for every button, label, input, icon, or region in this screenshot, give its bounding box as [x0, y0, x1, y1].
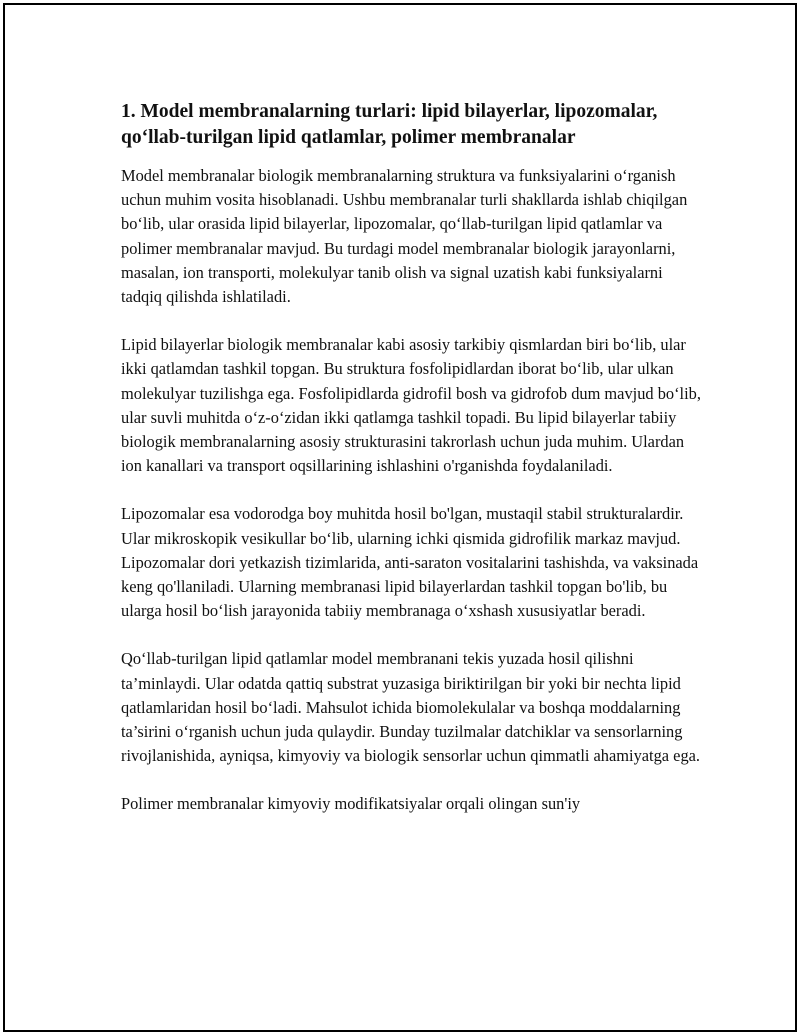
paragraph-intro: Model membranalar biologik membranalarning struktura va funksiyalarini o‘rganish uchun muhim vosita hisoblanadi. Ushbu membranalar turli shakllarda ishlab chiqilgan bo‘lib, ular orasida lipid bilayerlar, lipozomalar, qo‘llab-turilgan lipid qatlamlar va polimer membranalar mavjud. Bu turdagi model membranalar biologik jarayonlarni, masalan, ion transporti, molekulyar tanib olish va signal uzatish kabi funksiyalarni tadqiq qilishda ishlatiladi. — [121, 166, 688, 307]
section-heading: 1. Model membranalarning turlari: lipid bilayerlar, lipozomalar, qo‘llab-turilgan lipid qatlamlar, polimer membranalar — [121, 101, 658, 148]
paragraph-liposomes: Lipozomalar esa vodorodga boy muhitda hosil bo'lgan, mustaqil stabil strukturalardir. Ular mikroskopik vesikullar bo‘lib, ularning ichki qismida gidrofilik markaz mavjud. Lipozomalar dori yetkazish tizimlarida, anti-saraton vositalarini tashishda, va vaksinada keng qo'llaniladi. Ularning membranasi lipid bilayerlardan tashkil topgan bo'lib, bu ularga hosil bo‘lish jarayonida tabiiy membranaga o‘xshash xususiyatlar beradi. — [121, 504, 699, 621]
page-frame — [3, 3, 797, 1032]
paragraph-supported-lipid-layers: Qo‘llab-turilgan lipid qatlamlar model membranani tekis yuzada hosil qilishni ta’minlaydi. Ular odatda qattiq substrat yuzasiga biriktirilgan bir yoki bir nechta lipid qatlamlaridan hosil bo‘ladi. Mahsulot ichida biomolekulalar va boshqa moddalarning ta’sirini o‘rganish uchun juda qulaydir. Bunday tuzilmalar datchiklar va sensorlarning rivojlanishida, ayniqsa, kimyoviy va biologik sensorlar uchun qimmatli ahamiyatga ega. — [121, 649, 701, 766]
document-body — [121, 99, 701, 841]
paragraph-polymer-membranes: Polimer membranalar kimyoviy modifikatsiyalar orqali olingan sun'iy — [121, 794, 581, 814]
paragraph-lipid-bilayers: Lipid bilayerlar biologik membranalar kabi asosiy tarkibiy qismlardan biri bo‘lib, ular ikki qatlamdan tashkil topgan. Bu struktura fosfolipidlardan iborat bo‘lib, ular ulkan molekulyar tuzilishga ega. Fosfolipidlarda gidrofil bosh va gidrofob dum mavjud bo‘lib, ular suvli muhitda o‘z-o‘zidan ikki qatlamga tashkil topadi. Bu lipid bilayerlar tabiiy biologik membranalarning asosiy strukturasini takrorlash uchun juda muhim. Ulardan ion kanallari va transport oqsillarining ishlashini o'rganishda foydalaniladi. — [121, 335, 701, 476]
